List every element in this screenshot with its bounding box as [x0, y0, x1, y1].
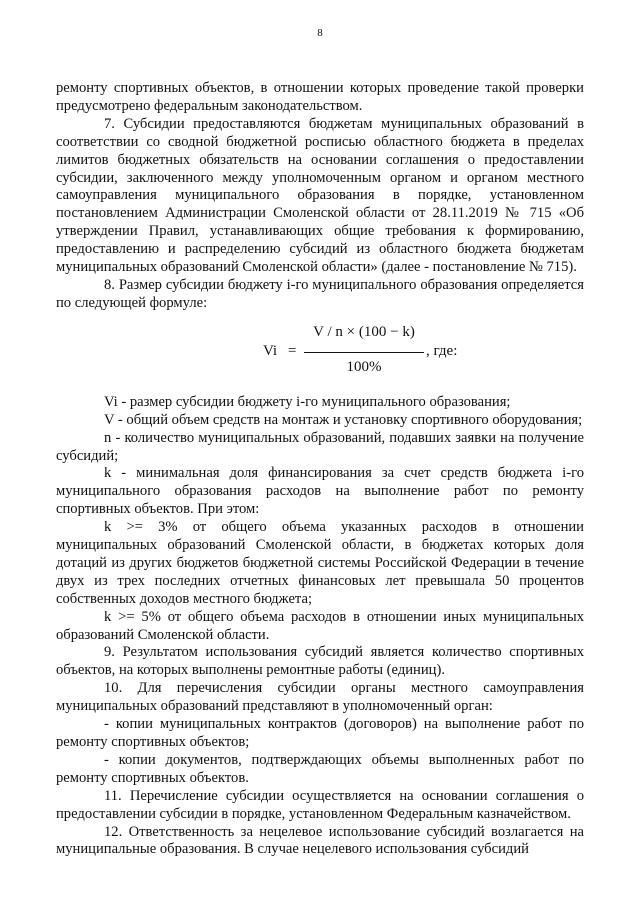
definition-n: n - количество муниципальных образований, подавших заявки на получение субсидий;	[56, 429, 584, 464]
paragraph-9: 9. Результатом использования субсидий является количество спортивных объектов, на которых выполнены ремонтные работы (единиц).	[56, 644, 584, 679]
formula-equals: =	[288, 342, 297, 359]
k-condition-5-percent: k >= 5% от общего объема расходов в отношении иных муниципальных образований Смоленской области.	[56, 608, 584, 643]
page-number: 8	[317, 27, 323, 39]
paragraph-7: 7. Субсидии предоставляются бюджетам муниципальных образований в соответствии со сводной бюджетной росписью областного бюджета в пределах лимитов бюджетных обязательств на основании соглашения о предоставлении субсидии, заключенного между уполномоченным органом и органом местного самоуправления муниципального образования в порядке, установленном постановлением Администрации Смоленской области от 28.11.2019 № 715 «Об утверждении Правил, устанавливающих общие требования к формированию, предоставлению и распределению субсидий из областного бюджета бюджетам муниципальных образований Смоленской области» (далее - постановление № 715).	[56, 115, 584, 276]
k-condition-3-percent: k >= 3% от общего объема указанных расходов в отношении муниципальных образований Смоленской области, в бюджетах которых доля дотаций из других бюджетов бюджетной системы Российской Федерации в течение двух из трех последних отчетных финансовых лет превышала 50 процентов собственных доходов местного бюджета;	[56, 519, 584, 607]
paragraph-10-item-contracts: - копии муниципальных контрактов (договоров) на выполнение работ по ремонту спортивных объектов;	[56, 716, 584, 750]
paragraph-10: 10. Для перечисления субсидии органы местного самоуправления муниципальных образований представляют в уполномоченный орган:	[56, 680, 584, 715]
formula-lhs: Vi	[263, 342, 278, 359]
paragraph-11: 11. Перечисление субсидии осуществляется на основании соглашения о предоставлении субсидии в порядке, установленном Федеральным казначейством.	[56, 787, 584, 822]
formula-tail: , где:	[426, 342, 458, 359]
document-body	[56, 80, 584, 859]
paragraph-10-item-documents: - копии документов, подтверждающих объемы выполненных работ по ремонту спортивных объектов.	[56, 751, 584, 786]
formula-denominator: 100%	[346, 358, 382, 375]
definition-k: k - минимальная доля финансирования за счет средств бюджета i-го муниципального образования расходов на выполнение работ по ремонту спортивных объектов. При этом:	[56, 465, 584, 518]
paragraph-continuation: ремонту спортивных объектов, в отношении которых проведение такой проверки предусмотрено федеральным законодательством.	[56, 80, 584, 114]
formula-numerator: V / n × (100 − k)	[313, 323, 415, 340]
paragraph-12: 12. Ответственность за нецелевое использование субсидий возлагается на муниципальные образования. В случае нецелевого использования субсидий	[56, 823, 584, 858]
definition-vi: Vi - размер субсидии бюджету i-го муниципального образования;	[104, 393, 511, 410]
definition-v: V - общий объем средств на монтаж и установку спортивного оборудования;	[104, 411, 583, 428]
paragraph-8: 8. Размер субсидии бюджету i-го муниципального образования определяется по следующей формуле:	[56, 276, 584, 311]
formula-fraction-bar	[304, 352, 424, 353]
subsidy-formula	[56, 313, 584, 385]
spacer	[56, 385, 584, 394]
